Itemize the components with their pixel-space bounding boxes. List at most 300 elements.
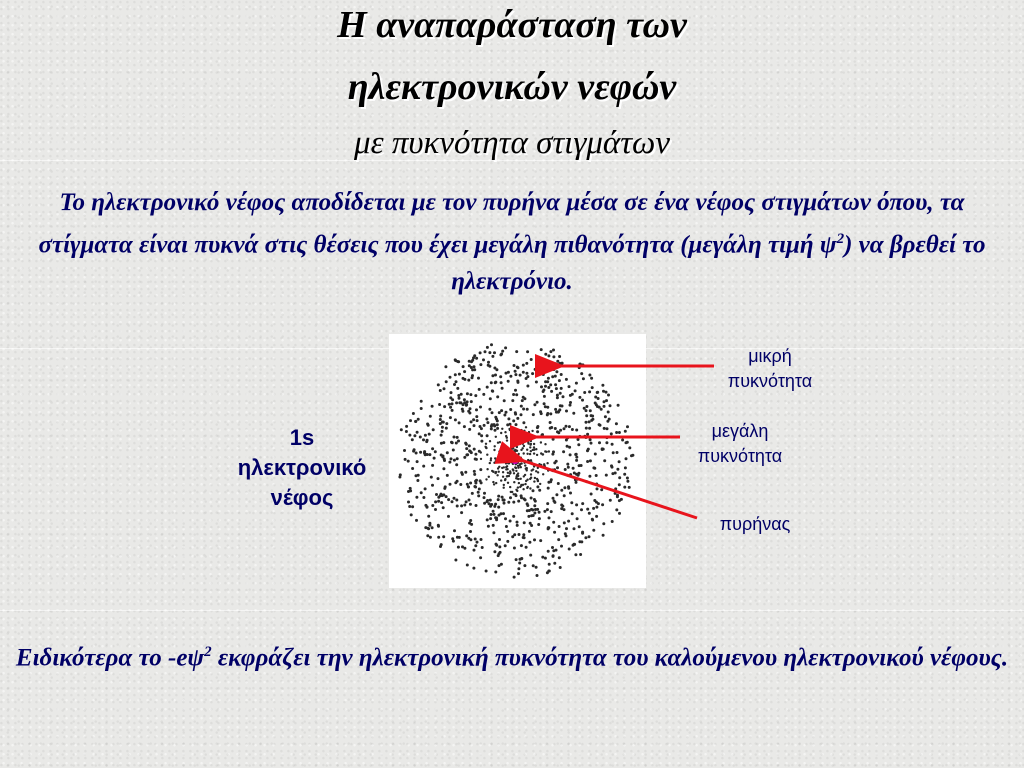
cloud-dot xyxy=(509,470,511,472)
cloud-dot xyxy=(450,457,453,460)
cloud-dot xyxy=(471,368,474,371)
cloud-dot xyxy=(555,411,558,414)
cloud-dot xyxy=(552,497,555,500)
cloud-dot xyxy=(485,443,487,445)
cloud-dot xyxy=(405,430,408,433)
cloud-dot xyxy=(426,534,429,537)
cloud-dot xyxy=(590,493,593,496)
cloud-dot xyxy=(413,448,416,451)
cloud-dot xyxy=(457,546,460,549)
cloud-dot xyxy=(541,556,544,559)
cloud-dot xyxy=(555,460,558,463)
cloud-dot xyxy=(499,375,502,378)
cloud-dot xyxy=(451,500,454,503)
cloud-dot xyxy=(592,529,595,532)
cloud-dot xyxy=(509,486,511,488)
cloud-dot xyxy=(494,381,497,384)
cloud-dot xyxy=(474,544,477,547)
cloud-dot xyxy=(500,479,502,481)
cloud-dot xyxy=(552,349,555,352)
cloud-dot xyxy=(431,484,434,487)
cloud-dot xyxy=(503,502,506,505)
cloud-dot xyxy=(479,406,482,409)
cloud-dot xyxy=(595,515,598,518)
cloud-dot xyxy=(474,538,477,541)
cloud-dot xyxy=(437,536,440,539)
cloud-dot xyxy=(602,522,605,525)
cloud-dot xyxy=(489,462,491,464)
cloud-dot xyxy=(463,370,466,373)
cloud-dot xyxy=(520,544,523,547)
cloud-dot xyxy=(475,479,478,482)
cloud-dot xyxy=(465,534,468,537)
cloud-dot xyxy=(536,574,539,577)
cloud-dot xyxy=(501,467,503,469)
cloud-dot xyxy=(530,358,533,361)
cloud-dot xyxy=(522,364,525,367)
cloud-dot xyxy=(495,544,498,547)
cloud-dot xyxy=(594,396,597,399)
cloud-dot xyxy=(585,421,588,424)
cloud-dot xyxy=(520,429,522,431)
cloud-dot xyxy=(569,492,572,495)
cloud-dot xyxy=(585,405,588,408)
cloud-dot xyxy=(493,462,495,464)
cloud-dot xyxy=(420,491,423,494)
cloud-dot xyxy=(469,450,472,453)
cloud-dot xyxy=(443,458,446,461)
cloud-dot xyxy=(474,394,477,397)
cloud-dot xyxy=(498,552,501,555)
cloud-dot xyxy=(555,493,558,496)
cloud-dot xyxy=(618,499,621,502)
cloud-dot xyxy=(623,473,626,476)
cloud-dot xyxy=(490,427,493,430)
cloud-dot xyxy=(440,501,443,504)
cloud-dot xyxy=(527,515,530,518)
cloud-dot xyxy=(631,454,634,457)
cloud-dot xyxy=(565,410,568,413)
cloud-dot xyxy=(606,420,609,423)
cloud-dot xyxy=(399,473,402,476)
cloud-dot xyxy=(438,403,441,406)
cloud-dot xyxy=(509,496,512,499)
cloud-dot xyxy=(403,449,406,452)
cloud-dot xyxy=(562,450,565,453)
cloud-dot xyxy=(547,386,550,389)
cloud-dot xyxy=(610,432,613,435)
cloud-dot xyxy=(540,385,543,388)
cloud-dot xyxy=(526,467,528,469)
cloud-dot xyxy=(493,367,496,370)
cloud-dot xyxy=(426,527,429,530)
cloud-dot xyxy=(548,516,551,519)
cloud-dot xyxy=(552,521,555,524)
cloud-dot xyxy=(506,437,508,439)
cloud-dot xyxy=(435,493,438,496)
cloud-dot xyxy=(519,374,522,377)
cloud-dot xyxy=(495,518,498,521)
cloud-dot xyxy=(588,475,591,478)
cloud-dot xyxy=(502,476,504,478)
cloud-dot xyxy=(493,423,496,426)
cloud-dot xyxy=(615,431,618,434)
cloud-dot xyxy=(507,472,509,474)
cloud-dot xyxy=(530,450,532,452)
cloud-dot xyxy=(497,467,499,469)
cloud-dot xyxy=(464,442,467,445)
cloud-dot xyxy=(559,566,562,569)
cloud-dot xyxy=(543,402,546,405)
cloud-dot xyxy=(522,443,524,445)
cloud-dot xyxy=(437,477,440,480)
cloud-dot xyxy=(513,364,516,367)
cloud-dot xyxy=(483,492,486,495)
cloud-dot xyxy=(490,343,493,346)
cloud-dot xyxy=(573,543,576,546)
cloud-dot xyxy=(560,545,563,548)
cloud-dot xyxy=(533,498,536,501)
cloud-dot xyxy=(550,390,553,393)
cloud-dot xyxy=(446,474,449,477)
cloud-dot xyxy=(526,502,529,505)
cloud-dot xyxy=(552,368,555,371)
cloud-dot xyxy=(482,358,485,361)
cloud-dot xyxy=(467,379,470,382)
cloud-dot xyxy=(557,431,560,434)
cloud-dot xyxy=(626,477,629,480)
cloud-dot xyxy=(513,576,516,579)
cloud-dot xyxy=(595,474,598,477)
cloud-dot xyxy=(487,361,490,364)
cloud-dot xyxy=(437,383,440,386)
cloud-dot xyxy=(430,476,433,479)
cloud-dot xyxy=(498,455,500,457)
cloud-dot xyxy=(530,459,532,461)
cloud-dot xyxy=(532,489,535,492)
cloud-dot xyxy=(420,407,423,410)
cloud-dot xyxy=(558,556,561,559)
cloud-dot xyxy=(603,427,606,430)
cloud-dot xyxy=(548,570,551,573)
footer-text-end: εκφράζει την ηλεκτρονική πυκνότητα του καλούμενου ηλεκτρονικού νέφους. xyxy=(211,644,1009,672)
cloud-dot xyxy=(517,381,520,384)
cloud-dot xyxy=(468,499,471,502)
nucleus-dot xyxy=(511,456,519,464)
cloud-dot xyxy=(429,415,432,418)
cloud-dot xyxy=(496,395,499,398)
cloud-dot xyxy=(500,512,503,515)
cloud-dot xyxy=(529,437,531,439)
cloud-dot xyxy=(484,446,486,448)
cloud-dot xyxy=(553,531,556,534)
cloud-dot xyxy=(506,475,508,477)
cloud-dot xyxy=(544,443,546,445)
cloud-dot xyxy=(534,368,537,371)
cloud-dot xyxy=(526,408,529,411)
cloud-dot xyxy=(419,451,422,454)
cloud-dot xyxy=(456,505,459,508)
cloud-dot xyxy=(439,545,442,548)
cloud-dot xyxy=(574,453,577,456)
large-density-label xyxy=(680,419,800,469)
cloud-dot xyxy=(447,515,450,518)
cloud-dot xyxy=(448,403,451,406)
cloud-dot xyxy=(547,527,550,530)
cloud-dot xyxy=(540,357,543,360)
cloud-dot xyxy=(531,463,533,465)
cloud-dot xyxy=(488,408,491,411)
cloud-dot xyxy=(610,464,613,467)
cloud-dot xyxy=(533,403,536,406)
cloud-dot xyxy=(527,441,529,443)
cloud-dot xyxy=(616,494,619,497)
cloud-dot xyxy=(593,499,596,502)
cloud-dot xyxy=(552,438,555,441)
cloud-dot xyxy=(479,468,482,471)
cloud-dot xyxy=(491,390,494,393)
cloud-dot xyxy=(565,439,568,442)
cloud-dot xyxy=(590,377,593,380)
cloud-dot xyxy=(480,538,483,541)
cloud-dot xyxy=(463,398,466,401)
cloud-dot xyxy=(493,449,495,451)
cloud-dot xyxy=(514,493,516,495)
cloud-dot xyxy=(468,444,471,447)
cloud-dot xyxy=(494,374,497,377)
cloud-dot xyxy=(479,363,482,366)
cloud-dot xyxy=(554,427,557,430)
cloud-dot xyxy=(504,517,507,520)
cloud-dot xyxy=(517,486,519,488)
cloud-dot xyxy=(461,410,464,413)
cloud-dot xyxy=(453,436,456,439)
cloud-dot xyxy=(571,512,574,515)
cloud-dot xyxy=(529,453,531,455)
cloud-dot xyxy=(476,541,479,544)
cloud-dot xyxy=(518,482,520,484)
cloud-dot xyxy=(532,449,534,451)
cloud-dot xyxy=(539,539,542,542)
cloud-dot xyxy=(525,436,527,438)
cloud-dot xyxy=(591,415,594,418)
cloud-dot xyxy=(594,453,597,456)
large-density-line1: μεγάλη xyxy=(711,421,769,441)
cloud-dot xyxy=(471,492,474,495)
cloud-dot xyxy=(522,421,525,424)
cloud-dot xyxy=(549,412,552,415)
cloud-dot xyxy=(512,428,514,430)
cloud-dot xyxy=(428,433,431,436)
cloud-dot xyxy=(596,391,599,394)
cloud-dot xyxy=(427,515,430,518)
cloud-dot xyxy=(510,448,512,450)
cloud-dot xyxy=(578,396,581,399)
cloud-dot xyxy=(530,508,533,511)
cloud-dot xyxy=(522,488,524,490)
cloud-dot xyxy=(572,467,575,470)
cloud-dot xyxy=(469,519,472,522)
cloud-dot xyxy=(463,401,466,404)
cloud-dot xyxy=(428,524,431,527)
cloud-dot xyxy=(473,470,476,473)
cloud-dot xyxy=(517,567,520,570)
cloud-dot xyxy=(568,385,571,388)
cloud-dot xyxy=(530,497,533,500)
cloud-dot xyxy=(526,385,529,388)
cloud-dot xyxy=(480,458,482,460)
cloud-dot xyxy=(506,468,508,470)
cloud-dot xyxy=(584,536,587,539)
cloud-dot xyxy=(520,557,523,560)
cloud-dot xyxy=(412,412,415,415)
cloud-dot xyxy=(589,409,592,412)
cloud-dot xyxy=(433,457,436,460)
cloud-dot xyxy=(614,487,617,490)
cloud-dot xyxy=(486,386,489,389)
cloud-dot xyxy=(415,496,418,499)
cloud-dot xyxy=(568,548,571,551)
cloud-dot xyxy=(483,424,486,427)
cloud-dot xyxy=(526,487,528,489)
cloud-dot xyxy=(518,562,521,565)
cloud-dot xyxy=(456,480,459,483)
cloud-dot xyxy=(517,472,519,474)
cloud-dot xyxy=(551,546,554,549)
cloud-dot xyxy=(582,377,585,380)
cloud-dot xyxy=(431,526,434,529)
cloud-dot xyxy=(426,423,429,426)
cloud-dot xyxy=(506,439,508,441)
cloud-dot xyxy=(596,487,599,490)
cloud-dot xyxy=(474,453,477,456)
cloud-dot xyxy=(473,448,476,451)
cloud-dot xyxy=(566,445,569,448)
cloud-dot xyxy=(515,470,517,472)
cloud-dot xyxy=(563,494,566,497)
cloud-dot xyxy=(477,491,480,494)
cloud-dot xyxy=(540,441,542,443)
cloud-dot xyxy=(424,434,427,437)
cloud-dot xyxy=(419,436,422,439)
cloud-dot xyxy=(441,426,444,429)
footer-superscript: 2 xyxy=(204,644,212,660)
cloud-dot xyxy=(597,502,600,505)
cloud-dot xyxy=(586,508,589,511)
cloud-dot xyxy=(510,491,512,493)
cloud-dot xyxy=(445,380,448,383)
cloud-dot xyxy=(474,482,477,485)
cloud-dot xyxy=(618,460,621,463)
footer-text: Ειδικότερα το -eψ xyxy=(15,644,205,672)
cloud-dot xyxy=(520,478,522,480)
cloud-dot xyxy=(556,396,559,399)
cloud-dot xyxy=(468,412,471,415)
cloud-dot xyxy=(533,452,535,454)
cloud-dot xyxy=(483,502,486,505)
cloud-dot xyxy=(426,453,429,456)
cloud-dot xyxy=(578,525,581,528)
cloud-dot xyxy=(455,401,458,404)
cloud-dot xyxy=(469,503,472,506)
cloud-dot xyxy=(606,427,609,430)
cloud-dot xyxy=(451,409,454,412)
cloud-dot xyxy=(560,364,563,367)
cloud-dot xyxy=(494,503,497,506)
cloud-dot xyxy=(416,460,419,463)
cloud-dot xyxy=(526,469,528,471)
cloud-dot xyxy=(565,527,568,530)
cloud-dot xyxy=(442,535,445,538)
cloud-dot xyxy=(535,448,537,450)
cloud-dot xyxy=(583,391,586,394)
cloud-dot xyxy=(473,549,476,552)
cloud-dot xyxy=(611,443,614,446)
cloud-dot xyxy=(500,409,503,412)
cloud-dot xyxy=(453,497,456,500)
cloud-dot xyxy=(571,393,574,396)
cloud-dot xyxy=(517,366,520,369)
cloud-label-line2: ηλεκτρονικό xyxy=(237,455,367,480)
cloud-dot xyxy=(544,557,547,560)
cloud-dot xyxy=(445,422,448,425)
cloud-dot xyxy=(469,393,472,396)
cloud-dot xyxy=(530,440,532,442)
cloud-dot xyxy=(511,399,514,402)
cloud-dot xyxy=(601,384,604,387)
cloud-dot xyxy=(596,405,599,408)
cloud-dot xyxy=(486,518,489,521)
cloud-dot xyxy=(585,409,588,412)
cloud-dot xyxy=(461,545,464,548)
cloud-dot xyxy=(432,428,435,431)
cloud-dot xyxy=(563,521,566,524)
cloud-dot xyxy=(515,393,518,396)
cloud-dot xyxy=(498,564,501,567)
cloud-dot xyxy=(555,387,558,390)
cloud-dot xyxy=(408,505,411,508)
cloud-dot xyxy=(538,489,541,492)
cloud-dot xyxy=(537,471,539,473)
cloud-dot xyxy=(464,471,467,474)
cloud-dot xyxy=(569,404,572,407)
cloud-dot xyxy=(616,451,619,454)
cloud-dot xyxy=(544,465,546,467)
cloud-dot xyxy=(492,524,495,527)
cloud-dot xyxy=(493,351,496,354)
cloud-dot xyxy=(586,460,589,463)
cloud-dot xyxy=(569,401,572,404)
cloud-dot xyxy=(618,476,621,479)
cloud-dot xyxy=(506,540,509,543)
cloud-dot xyxy=(527,460,529,462)
cloud-dot xyxy=(473,354,476,357)
cloud-dot xyxy=(601,503,604,506)
cloud-dot xyxy=(546,406,549,409)
cloud-dot xyxy=(524,474,526,476)
cloud-dot xyxy=(515,489,517,491)
cloud-dot xyxy=(431,504,434,507)
cloud-dot xyxy=(497,495,500,498)
cloud-dot xyxy=(543,510,546,513)
cloud-dot xyxy=(533,512,536,515)
cloud-dot xyxy=(473,365,476,368)
cloud-dot xyxy=(591,386,594,389)
cloud-dot xyxy=(523,536,526,539)
cloud-dot xyxy=(503,484,505,486)
cloud-dot xyxy=(439,418,442,421)
cloud-dot xyxy=(417,418,420,421)
